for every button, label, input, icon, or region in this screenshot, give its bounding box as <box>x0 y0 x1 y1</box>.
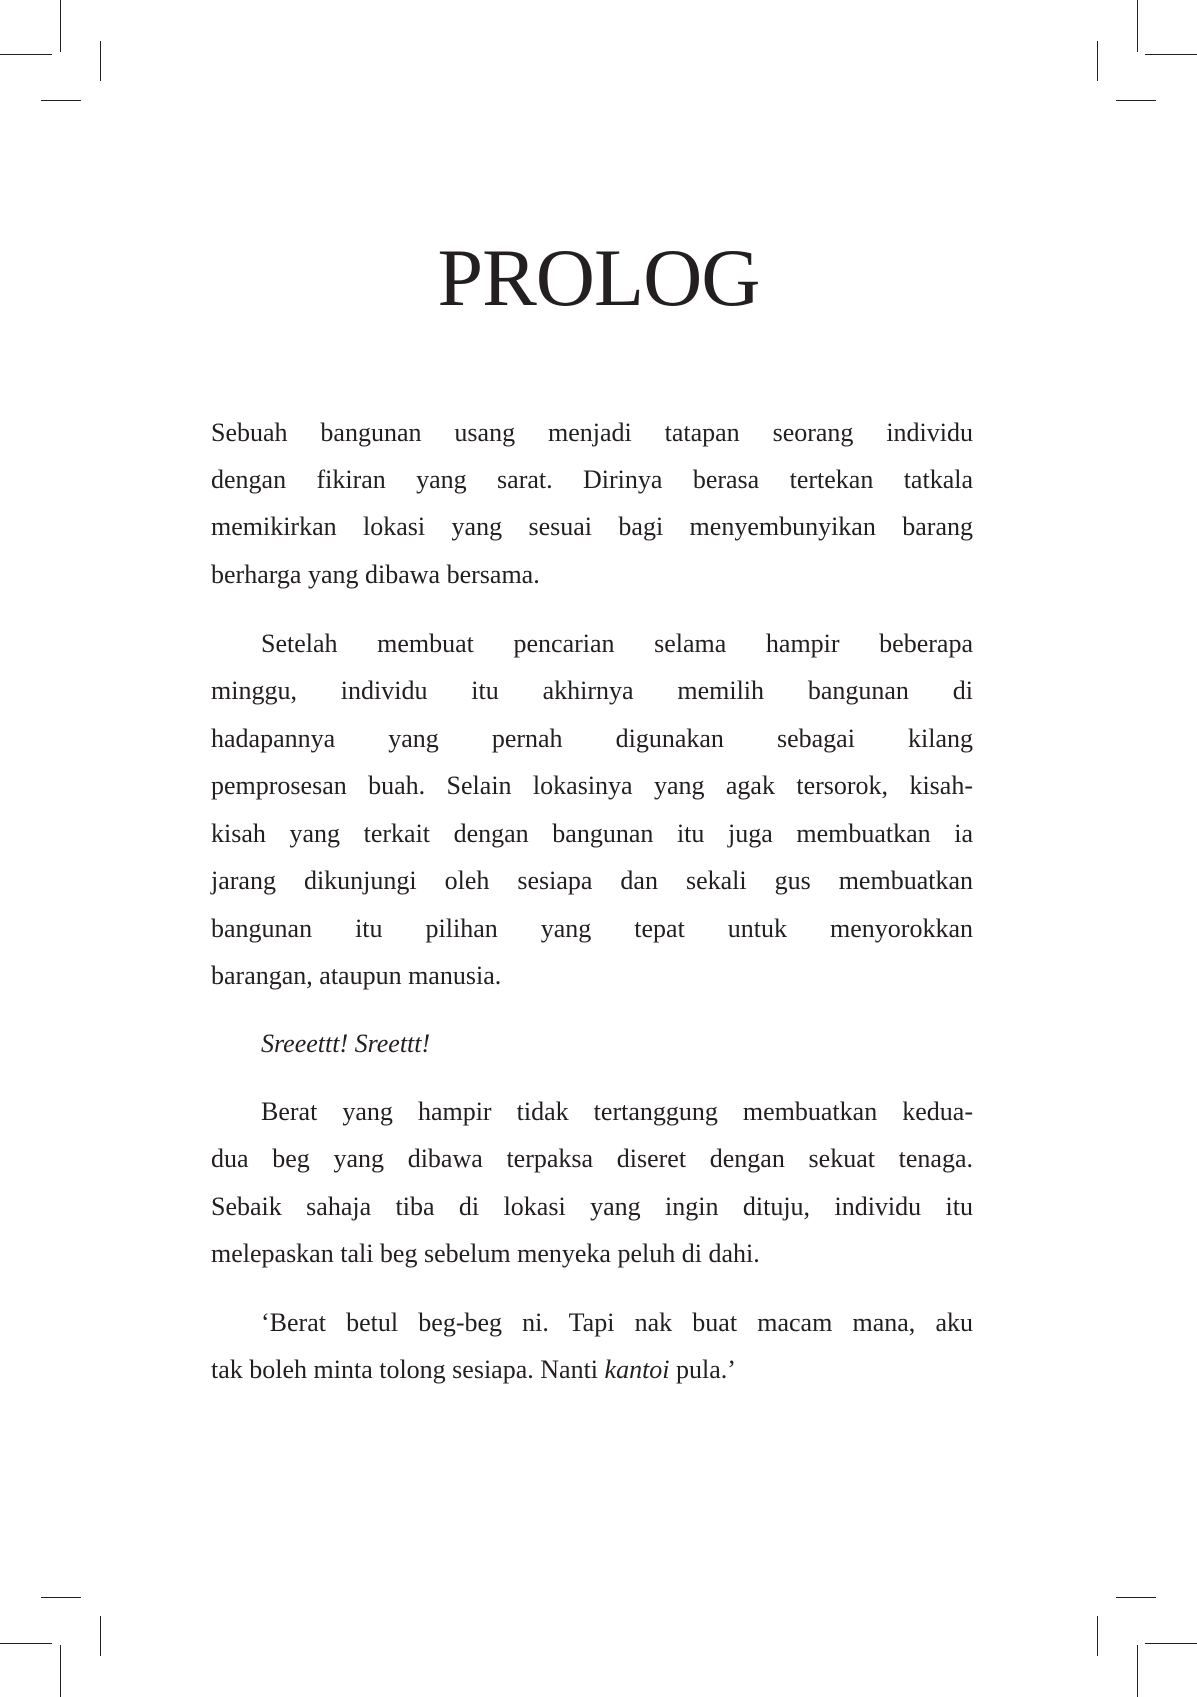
text-line: melepaskan tali beg sebelum menyeka peluh di dahi. <box>211 1239 760 1268</box>
crop-mark <box>1116 1597 1156 1598</box>
chapter-title: PROLOG <box>437 232 760 323</box>
crop-mark <box>1097 41 1098 81</box>
italic-word: kantoi <box>604 1355 670 1384</box>
text-line: dengan fikiran yang sarat. Dirinya berasa tertekan tatkala <box>211 465 973 494</box>
crop-mark <box>0 54 52 55</box>
text-line: bangunan itu pilihan yang tepat untuk menyorokkan <box>211 914 973 943</box>
text-line: Sebuah bangunan usang menjadi tatapan seorang individu <box>211 418 973 447</box>
text-line: ‘Berat betul beg-beg ni. Tapi nak buat macam mana, aku <box>261 1308 973 1337</box>
crop-mark <box>60 0 61 52</box>
crop-mark <box>41 100 81 101</box>
crop-mark <box>1097 1616 1098 1656</box>
crop-mark <box>60 1645 61 1697</box>
crop-mark <box>100 41 101 81</box>
text-line: kisah yang terkait dengan bangunan itu juga membuatkan ia <box>211 819 973 848</box>
crop-mark <box>41 1597 81 1598</box>
text-line: hadapannya yang pernah digunakan sebagai kilang <box>211 724 973 753</box>
crop-mark <box>1145 1643 1197 1644</box>
crop-mark <box>0 1643 52 1644</box>
text-line: berharga yang dibawa bersama. <box>211 560 540 589</box>
text-line: Sebaik sahaja tiba di lokasi yang ingin dituju, individu itu <box>211 1192 973 1221</box>
text-line: barangan, ataupun manusia. <box>211 961 502 990</box>
crop-mark <box>1137 1645 1138 1697</box>
text-line: Berat yang hampir tidak tertanggung membuatkan kedua- <box>261 1097 973 1126</box>
text-line: pemprosesan buah. Selain lokasinya yang agak tersorok, kisah- <box>211 771 973 800</box>
text-segment: tak boleh minta tolong sesiapa. Nanti <box>211 1355 605 1384</box>
text-line: Setelah membuat pencarian selama hampir beberapa <box>261 629 973 658</box>
crop-mark <box>1145 54 1197 55</box>
crop-mark <box>1116 100 1156 101</box>
text-line: minggu, individu itu akhirnya memilih bangunan di <box>211 676 973 705</box>
crop-mark <box>1137 0 1138 52</box>
text-segment: pula.’ <box>669 1355 736 1384</box>
text-line <box>211 1353 973 1387</box>
text-line: dua beg yang dibawa terpaksa diseret dengan sekuat tenaga. <box>211 1144 973 1173</box>
sound-effect-line: Sreeettt! Sreettt! <box>261 1029 431 1058</box>
text-line: jarang dikunjungi oleh sesiapa dan sekali gus membuatkan <box>211 866 973 895</box>
crop-mark <box>100 1616 101 1656</box>
text-line: memikirkan lokasi yang sesuai bagi menyembunyikan barang <box>211 512 973 541</box>
